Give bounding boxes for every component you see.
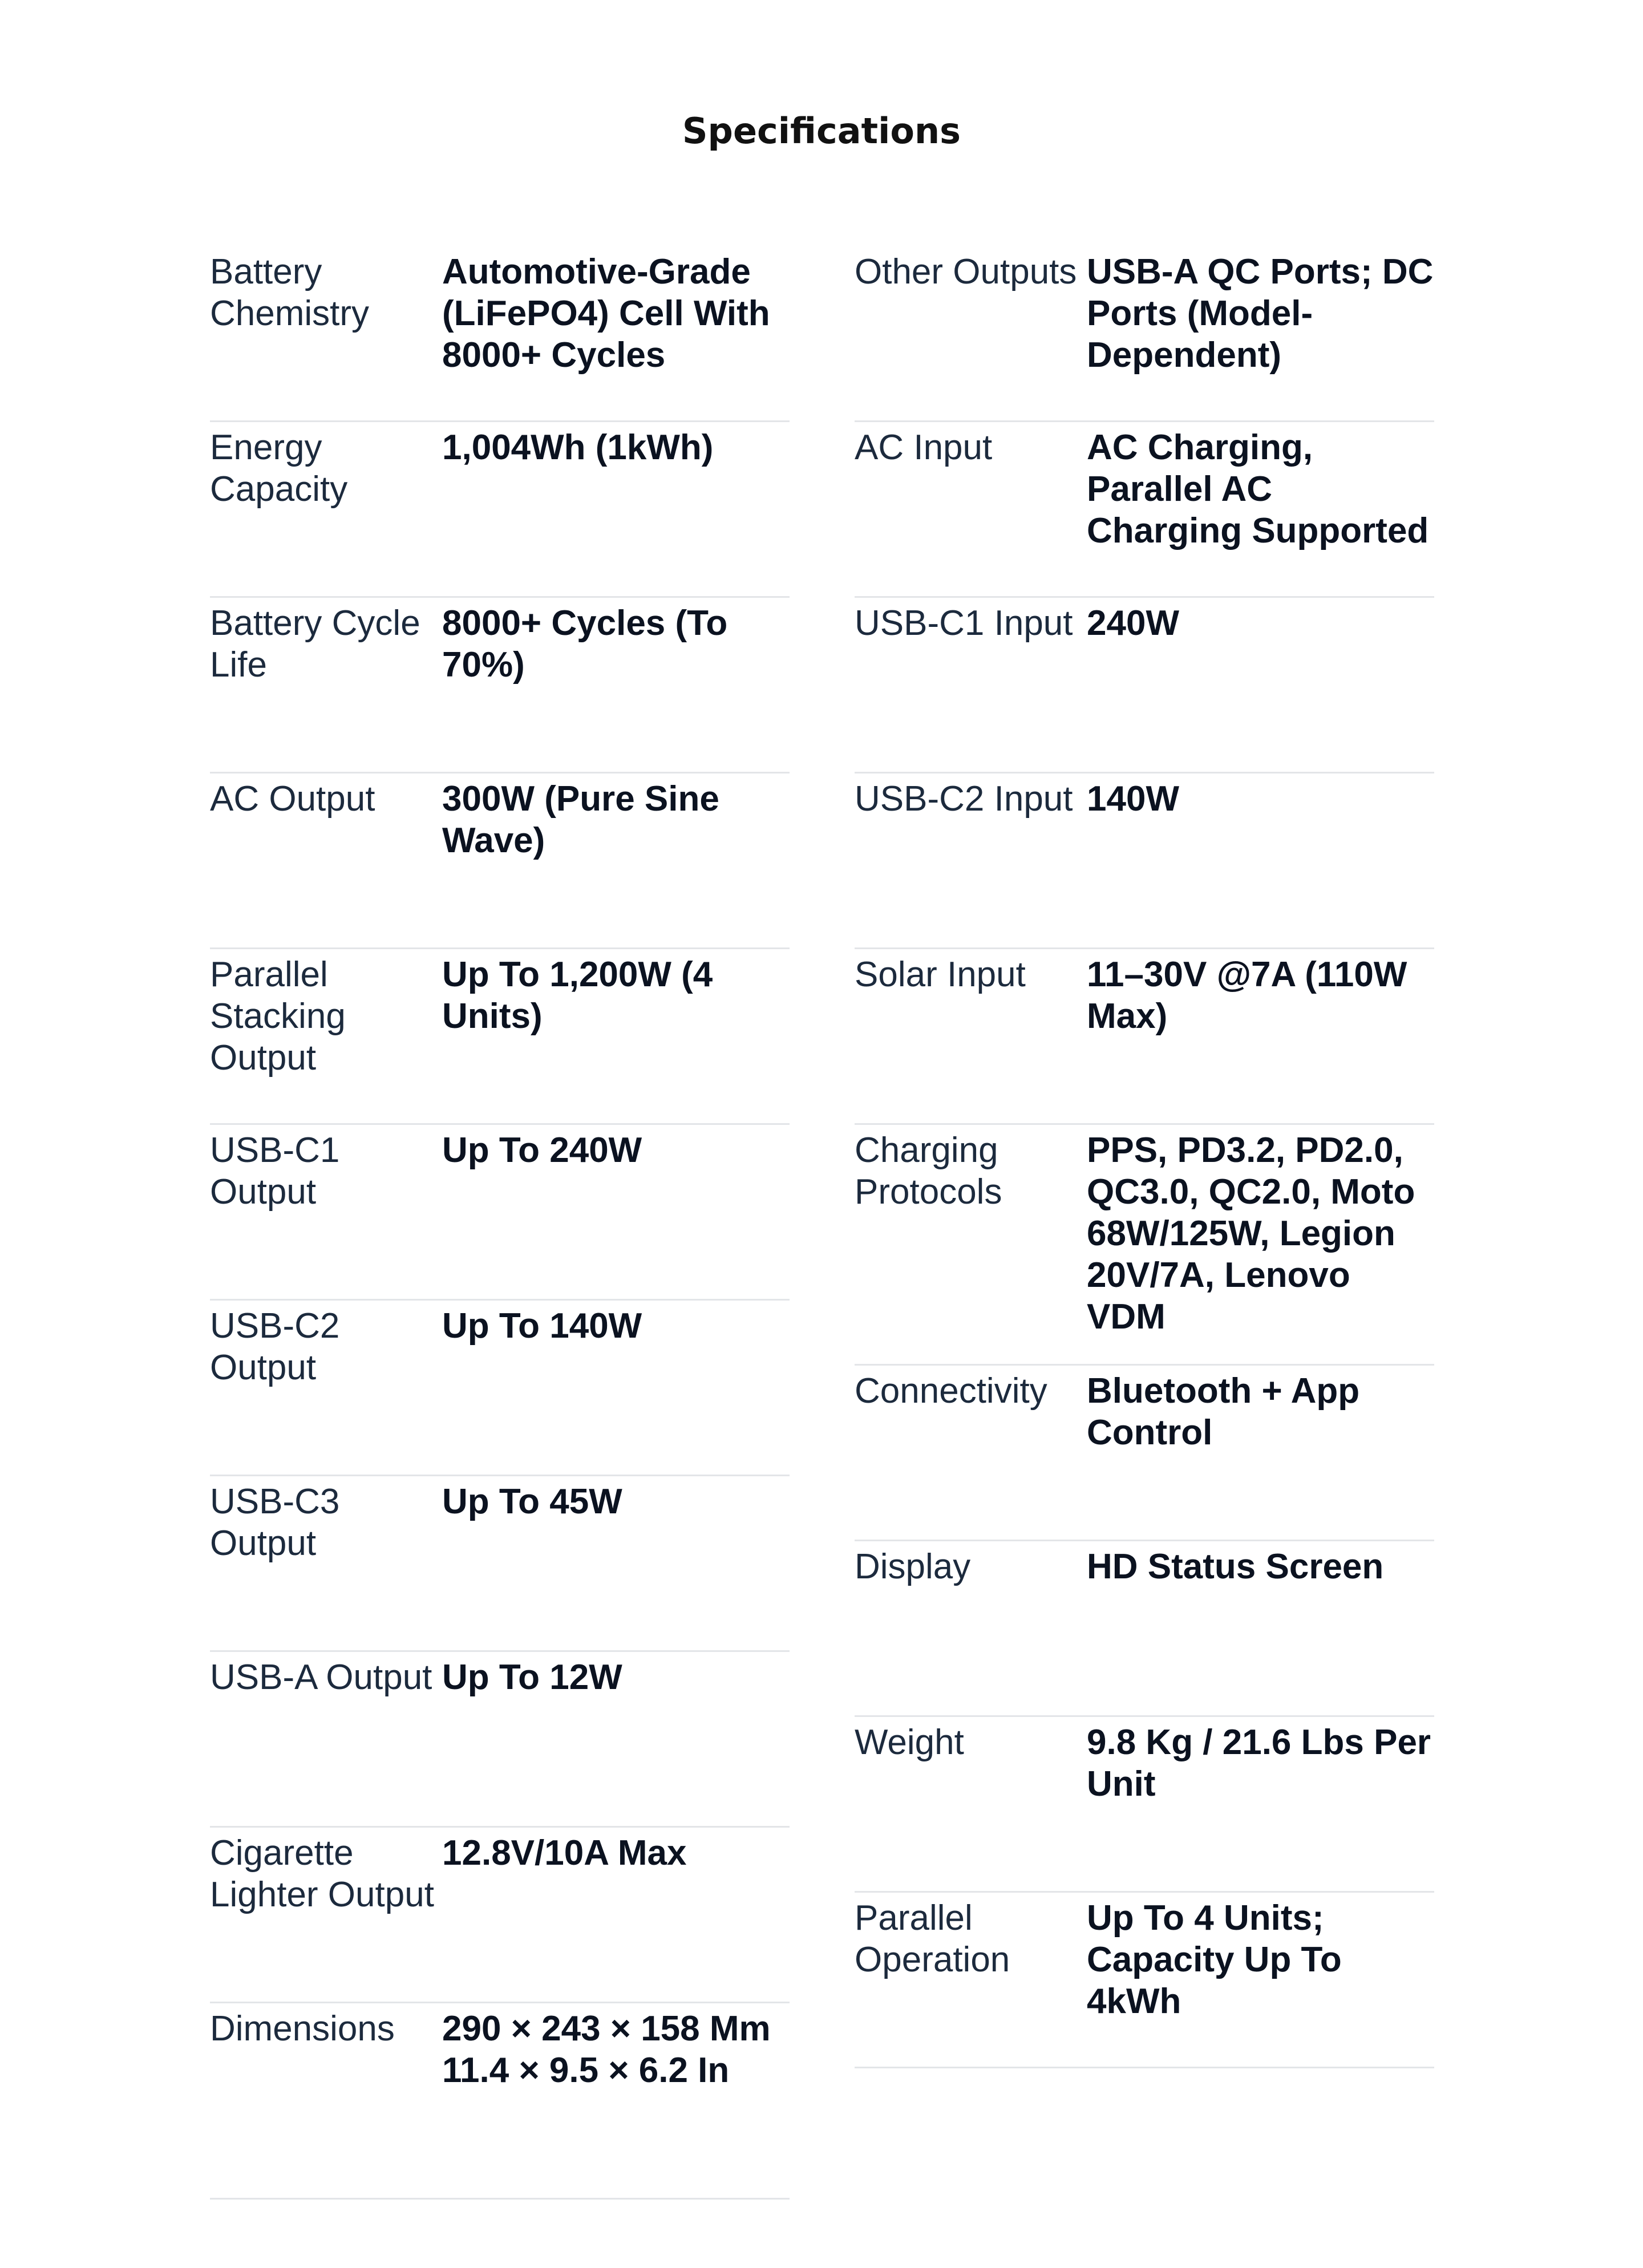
spec-value: AC Charging, Parallel AC Charging Supported <box>1087 428 1429 550</box>
spec-label: USB-C3 Output <box>210 1482 340 1563</box>
spec-label: Charging Protocols <box>855 1131 1002 1212</box>
spec-column-right <box>855 246 1434 2068</box>
spec-row-weight <box>855 1717 1434 1893</box>
spec-label: Other Outputs <box>855 252 1077 291</box>
spec-value: Up To 140W <box>442 1306 642 1346</box>
spec-value: Up To 1,200W (4 Units) <box>442 955 713 1036</box>
spec-label: USB-C2 Input <box>855 779 1073 819</box>
spec-label: USB-A Output <box>210 1658 432 1697</box>
spec-row-parallel-stacking-output <box>210 949 790 1125</box>
spec-value: Up To 12W <box>442 1658 622 1697</box>
spec-value: HD Status Screen <box>1087 1547 1384 1586</box>
page-title: Specifications <box>682 110 961 152</box>
spec-value: Up To 45W <box>442 1482 622 1521</box>
spec-label: USB-C1 Output <box>210 1131 340 1212</box>
spec-value: Up To 4 Units; Capacity Up To 4kWh <box>1087 1898 1342 2021</box>
spec-row-usb-c1-output <box>210 1125 790 1301</box>
spec-value: 8000+ Cycles (To 70%) <box>442 604 728 685</box>
spec-value: 240W <box>1087 604 1179 643</box>
spec-row-usb-c1-input <box>855 598 1434 773</box>
spec-row-battery-chemistry <box>210 246 790 422</box>
spec-label: Dimensions <box>210 2009 395 2048</box>
spec-row-parallel-operation <box>855 1893 1434 2068</box>
spec-row-other-outputs <box>855 246 1434 422</box>
spec-label: Connectivity <box>855 1371 1047 1411</box>
spec-value: Automotive-Grade (LiFePO4) Cell With 8000+ Cycles <box>442 252 770 375</box>
spec-value: 1,004Wh (1kWh) <box>442 428 714 467</box>
spec-value: Up To 240W <box>442 1131 642 1170</box>
spec-label: Weight <box>855 1723 964 1762</box>
spec-label: Energy Capacity <box>210 428 348 509</box>
spec-row-solar-input <box>855 949 1434 1125</box>
spec-row-connectivity <box>855 1366 1434 1541</box>
spec-row-ac-output <box>210 773 790 949</box>
spec-value: 9.8 Kg / 21.6 Lbs Per Unit <box>1087 1723 1431 1804</box>
spec-row-battery-cycle-life <box>210 598 790 773</box>
spec-row-usb-c2-input <box>855 773 1434 949</box>
spec-value: 290 × 243 × 158 Mm 11.4 × 9.5 × 6.2 In <box>442 2009 771 2090</box>
spec-row-usb-c2-output <box>210 1301 790 1476</box>
spec-label: AC Input <box>855 428 993 467</box>
spec-value: 11–30V @7A (110W Max) <box>1087 955 1407 1036</box>
spec-value: 12.8V/10A Max <box>442 1833 687 1873</box>
spec-label: Battery Chemistry <box>210 252 370 333</box>
spec-label: Solar Input <box>855 955 1026 994</box>
spec-row-display <box>855 1541 1434 1717</box>
spec-value: USB-A QC Ports; DC Ports (Model-Dependent) <box>1087 252 1434 375</box>
spec-label: USB-C2 Output <box>210 1306 340 1387</box>
spec-label: Cigarette Lighter Output <box>210 1833 434 1914</box>
spec-row-cigarette-lighter-output <box>210 1828 790 2003</box>
spec-row-energy-capacity <box>210 422 790 598</box>
spec-label: AC Output <box>210 779 375 819</box>
spec-row-charging-protocols <box>855 1125 1434 1366</box>
spec-row-usb-c3-output <box>210 1476 790 1652</box>
spec-row-dimensions <box>210 2003 790 2200</box>
spec-label: Parallel Stacking Output <box>210 955 346 1078</box>
spec-label: Battery Cycle Life <box>210 604 420 685</box>
spec-column-left <box>210 246 790 2200</box>
spec-label: USB-C1 Input <box>855 604 1073 643</box>
spec-label: Display <box>855 1547 971 1586</box>
spec-value: PPS, PD3.2, PD2.0, QC3.0, QC2.0, Moto 68W/125W, Legion 20V/7A, Lenovo VDM <box>1087 1131 1415 1336</box>
spec-row-ac-input <box>855 422 1434 598</box>
spec-value: Bluetooth + App Control <box>1087 1371 1360 1452</box>
spec-row-usb-a-output <box>210 1652 790 1828</box>
spec-value: 140W <box>1087 779 1179 819</box>
spec-value: 300W (Pure Sine Wave) <box>442 779 719 860</box>
spec-label: Parallel Operation <box>855 1898 1010 1979</box>
